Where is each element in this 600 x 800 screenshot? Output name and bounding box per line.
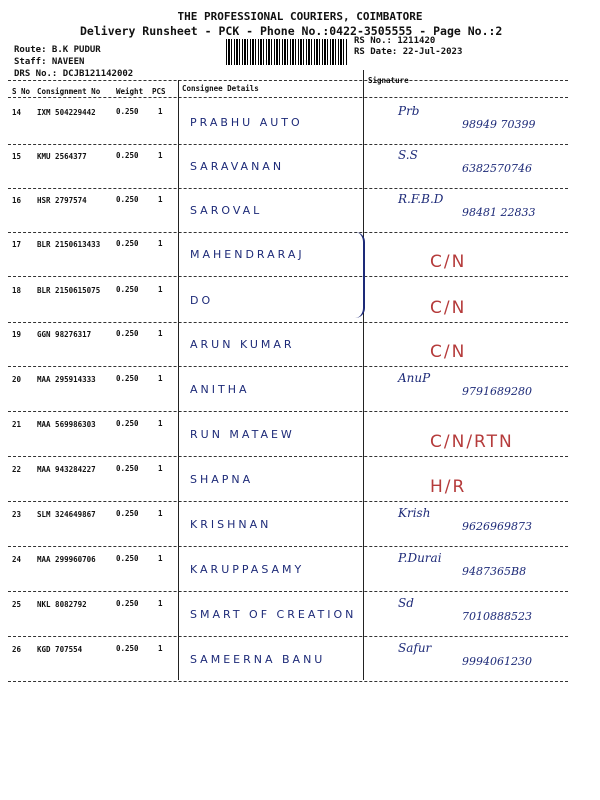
row-weight: 0.250: [116, 374, 139, 383]
row-consignee-name: SHAPNA: [190, 473, 254, 486]
row-pcs: 1: [158, 107, 163, 116]
header-bottom-rule: [8, 97, 568, 98]
route-label: Route: B.K PUDUR: [14, 45, 101, 55]
row-signature: S.S: [398, 148, 418, 162]
row-pcs: 1: [158, 509, 163, 518]
row-sno: 19: [12, 330, 22, 339]
row-sno: 26: [12, 645, 22, 654]
row-divider: [8, 276, 568, 277]
row-weight: 0.250: [116, 151, 139, 160]
row-sno: 17: [12, 240, 22, 249]
row-sno: 20: [12, 375, 22, 384]
row-consignee-name: ANITHA: [190, 383, 250, 396]
row-divider: [8, 456, 568, 457]
row-consignee-name: DO: [190, 294, 214, 307]
row-weight: 0.250: [116, 644, 139, 653]
row-sno: 14: [12, 108, 22, 117]
rs-number: RS No.: 1211420: [354, 36, 436, 46]
row-phone-note: 6382570746: [462, 162, 532, 175]
row-weight: 0.250: [116, 509, 139, 518]
row-divider: [8, 501, 568, 502]
row-status-mark: C/N: [430, 252, 467, 272]
row-pcs: 1: [158, 239, 163, 248]
col-pcs: PCS: [152, 87, 166, 96]
row-weight: 0.250: [116, 107, 139, 116]
row-sno: 18: [12, 286, 22, 295]
row-divider: [8, 591, 568, 592]
row-pcs: 1: [158, 195, 163, 204]
row-consignee-name: KRISHNAN: [190, 518, 272, 531]
rs-date: RS Date: 22-Jul-2023: [354, 47, 463, 57]
row-sno: 16: [12, 196, 22, 205]
row-consignment-no: MAA 299960706: [37, 555, 96, 564]
row-consignee-name: SMART OF CREATION: [190, 608, 357, 621]
row-phone-note: 7010888523: [462, 610, 532, 623]
row-consignment-no: NKL 8082792: [37, 600, 87, 609]
row-divider: [8, 411, 568, 412]
document-title: THE PROFESSIONAL COURIERS, COIMBATORE: [177, 10, 423, 23]
row-consignment-no: BLR 2150613433: [37, 240, 101, 249]
row-sno: 22: [12, 465, 22, 474]
row-pcs: 1: [158, 599, 163, 608]
signature-divider: [363, 70, 364, 680]
row-pcs: 1: [158, 464, 163, 473]
row-pcs: 1: [158, 151, 163, 160]
row-divider: [8, 232, 568, 233]
column-divider: [178, 80, 179, 680]
row-consignment-no: KGD 707554: [37, 645, 83, 654]
row-sno: 25: [12, 600, 22, 609]
row-consignment-no: MAA 943284227: [37, 465, 96, 474]
row-divider: [8, 366, 568, 367]
row-consignee-name: ARUN KUMAR: [190, 338, 295, 351]
row-pcs: 1: [158, 374, 163, 383]
row-consignment-no: BLR 2150615075: [37, 286, 101, 295]
row-sno: 15: [12, 152, 22, 161]
row-signature: Krish: [398, 506, 431, 520]
row-phone-note: 9791689280: [462, 385, 532, 398]
row-pcs: 1: [158, 329, 163, 338]
row-consignment-no: SLM 324649867: [37, 510, 96, 519]
row-consignee-name: PRABHU AUTO: [190, 116, 303, 129]
row-sno: 23: [12, 510, 22, 519]
row-weight: 0.250: [116, 554, 139, 563]
row-divider: [8, 546, 568, 547]
col-consignee: Consignee Details: [182, 84, 259, 93]
drs-number: DRS No.: DCJB121142002: [14, 69, 134, 79]
row-phone-note: 98481 22833: [462, 206, 536, 219]
row-divider: [8, 322, 568, 323]
row-consignment-no: KMU 2564377: [37, 152, 87, 161]
row-signature: P.Durai: [398, 551, 442, 565]
row-signature: Sd: [398, 596, 414, 610]
row-divider: [8, 188, 568, 189]
row-status-mark: H/R: [430, 477, 467, 497]
row-weight: 0.250: [116, 419, 139, 428]
col-signature: Signature: [368, 76, 409, 85]
row-weight: 0.250: [116, 195, 139, 204]
row-consignee-name: SAROVAL: [190, 204, 263, 217]
row-pcs: 1: [158, 644, 163, 653]
grouping-brace: [355, 232, 365, 318]
col-consignment: Consignment No: [37, 87, 101, 96]
row-pcs: 1: [158, 419, 163, 428]
row-divider: [8, 636, 568, 637]
row-consignment-no: GGN 98276317: [37, 330, 92, 339]
barcode: [226, 39, 348, 65]
row-pcs: 1: [158, 554, 163, 563]
runsheet-subtitle: Delivery Runsheet - PCK - Phone No.:0422-3505555 - Page No.:2: [80, 24, 503, 38]
row-phone-note: 9626969873: [462, 520, 532, 533]
row-weight: 0.250: [116, 239, 139, 248]
row-weight: 0.250: [116, 464, 139, 473]
col-sno: S No: [12, 87, 31, 96]
row-signature: Safur: [398, 641, 432, 655]
staff-label: Staff: NAVEEN: [14, 57, 85, 67]
row-status-mark: C/N: [430, 342, 467, 362]
row-consignee-name: RUN MATAEW: [190, 428, 295, 441]
row-signature: R.F.B.D: [398, 192, 444, 206]
row-weight: 0.250: [116, 329, 139, 338]
row-sno: 21: [12, 420, 22, 429]
row-divider: [8, 681, 568, 682]
row-weight: 0.250: [116, 285, 139, 294]
row-status-mark: C/N: [430, 298, 467, 318]
row-consignee-name: MAHENDRARAJ: [190, 248, 305, 261]
row-consignee-name: KARUPPASAMY: [190, 563, 305, 576]
row-signature: AnuP: [398, 371, 431, 385]
row-weight: 0.250: [116, 599, 139, 608]
row-consignment-no: MAA 569986303: [37, 420, 96, 429]
row-consignment-no: IXM 504229442: [37, 108, 96, 117]
row-phone-note: 9994061230: [462, 655, 532, 668]
row-phone-note: 98949 70399: [462, 118, 536, 131]
row-pcs: 1: [158, 285, 163, 294]
row-signature: Prb: [398, 104, 420, 118]
row-consignee-name: SARAVANAN: [190, 160, 285, 173]
col-weight: Weight: [116, 87, 144, 96]
row-status-mark: C/N/RTN: [430, 432, 514, 452]
row-sno: 24: [12, 555, 22, 564]
row-divider: [8, 144, 568, 145]
row-phone-note: 9487365B8: [462, 565, 527, 578]
header-top-rule: [8, 80, 568, 81]
row-consignment-no: MAA 295914333: [37, 375, 96, 384]
row-consignee-name: SAMEERNA BANU: [190, 653, 326, 666]
row-consignment-no: HSR 2797574: [37, 196, 87, 205]
